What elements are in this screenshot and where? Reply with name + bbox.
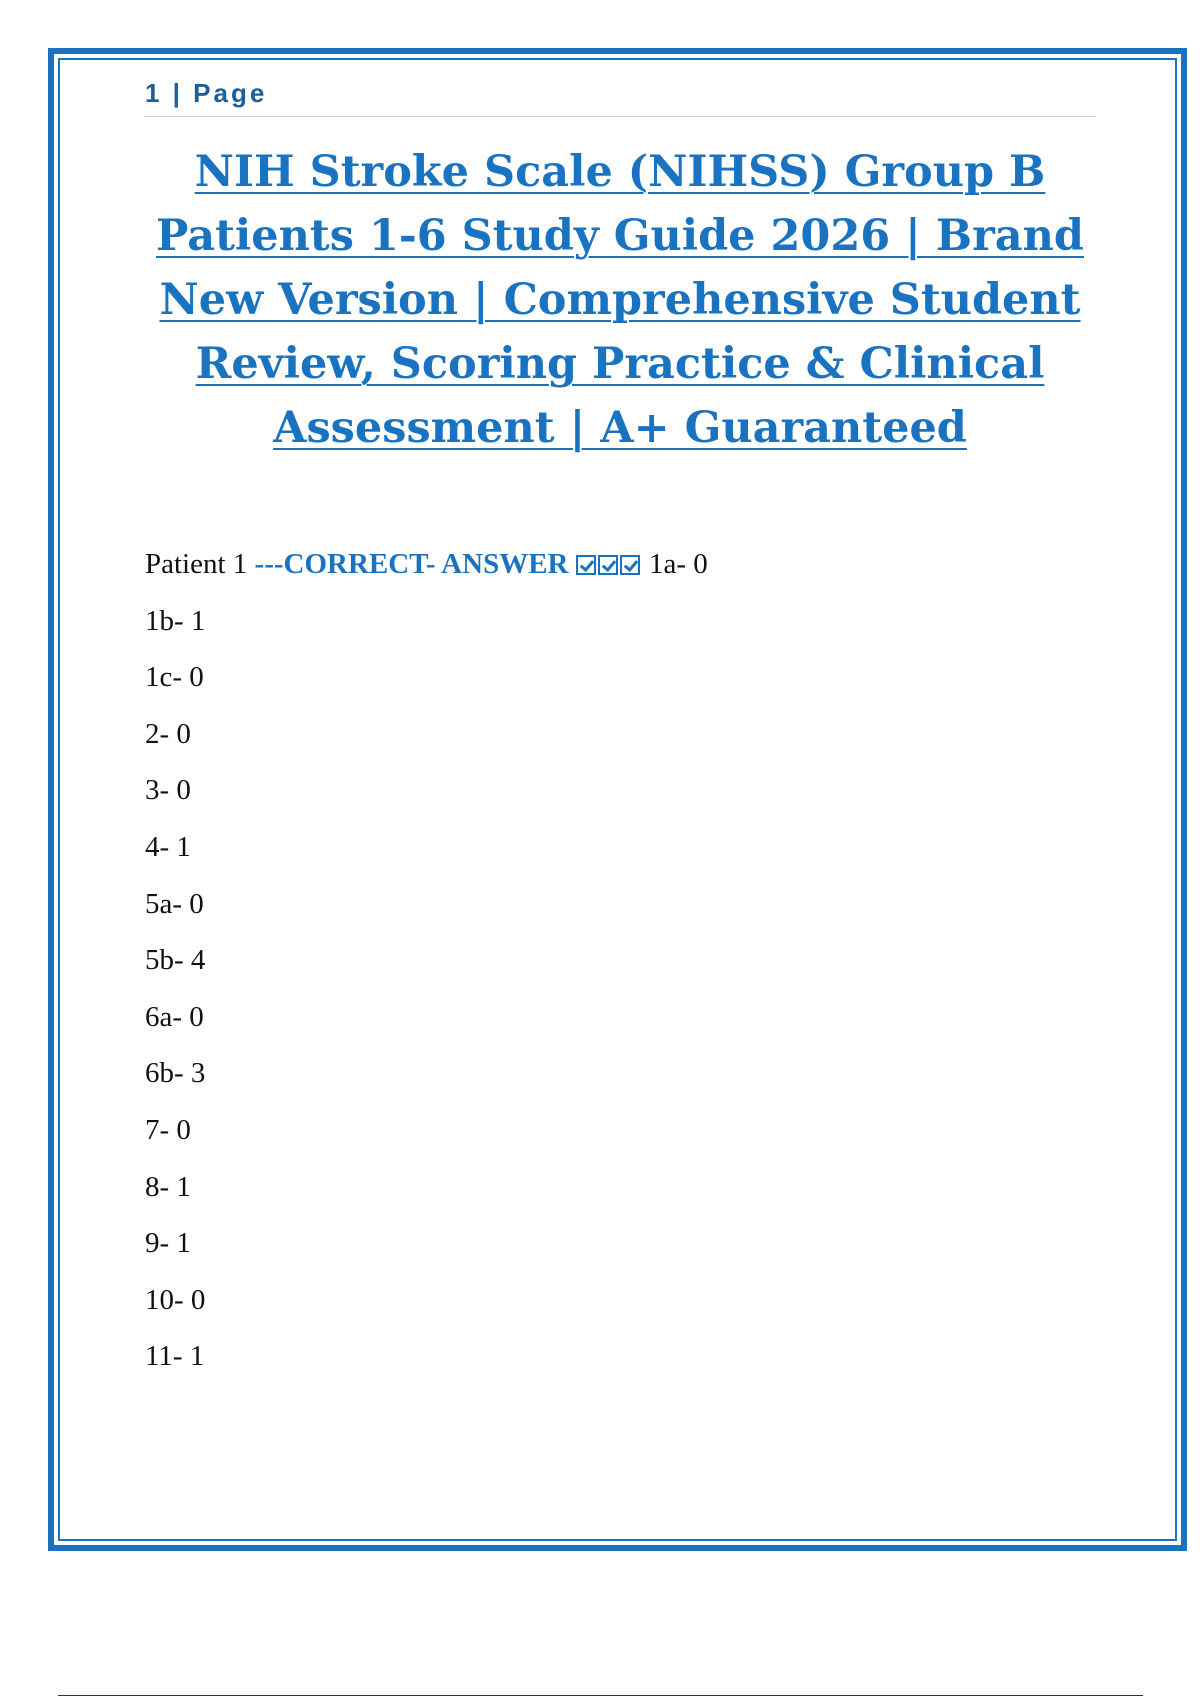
answer-line: 2- 0 — [145, 717, 191, 750]
patient-label: Patient 1 — [145, 548, 248, 580]
answer-line: 8- 1 — [145, 1170, 191, 1203]
answer-line: 6a- 0 — [145, 1000, 204, 1033]
document-title: NIH Stroke Scale (NIHSS) Group B Patients 1-6 Study Guide 2026 | Brand New Version | Comprehensive Student Review, Scoring Practice & Clinical Assessment | A+ Guaranteed — [156, 147, 1084, 453]
answer-line: 1b- 1 — [145, 604, 206, 637]
correct-answer-marker: ---CORRECT- ANSWER — [254, 548, 569, 580]
answer-value: 1a- 0 — [648, 548, 708, 580]
page-number-label: 1 | Page — [145, 78, 268, 108]
answer-line: 5a- 0 — [145, 887, 204, 920]
answer-line: 4- 1 — [145, 830, 191, 863]
checkbox-icon — [598, 555, 618, 575]
answer-line: 11- 1 — [145, 1340, 205, 1373]
answer-line: 9- 1 — [145, 1227, 191, 1260]
answer-line — [145, 542, 1085, 599]
answer-line: 6b- 3 — [145, 1057, 206, 1090]
answer-line: 7- 0 — [145, 1113, 191, 1146]
answer-line: 3- 0 — [145, 774, 191, 807]
answer-line: 1c- 0 — [145, 661, 204, 694]
answer-list — [145, 542, 1085, 1391]
checkbox-icon — [620, 555, 640, 575]
checkbox-icons — [576, 548, 642, 580]
answer-line: 10- 0 — [145, 1283, 206, 1316]
footer-rule — [58, 1695, 1143, 1696]
answer-line: 5b- 4 — [145, 944, 206, 977]
checkbox-icon — [576, 555, 596, 575]
page-header — [145, 76, 1095, 117]
